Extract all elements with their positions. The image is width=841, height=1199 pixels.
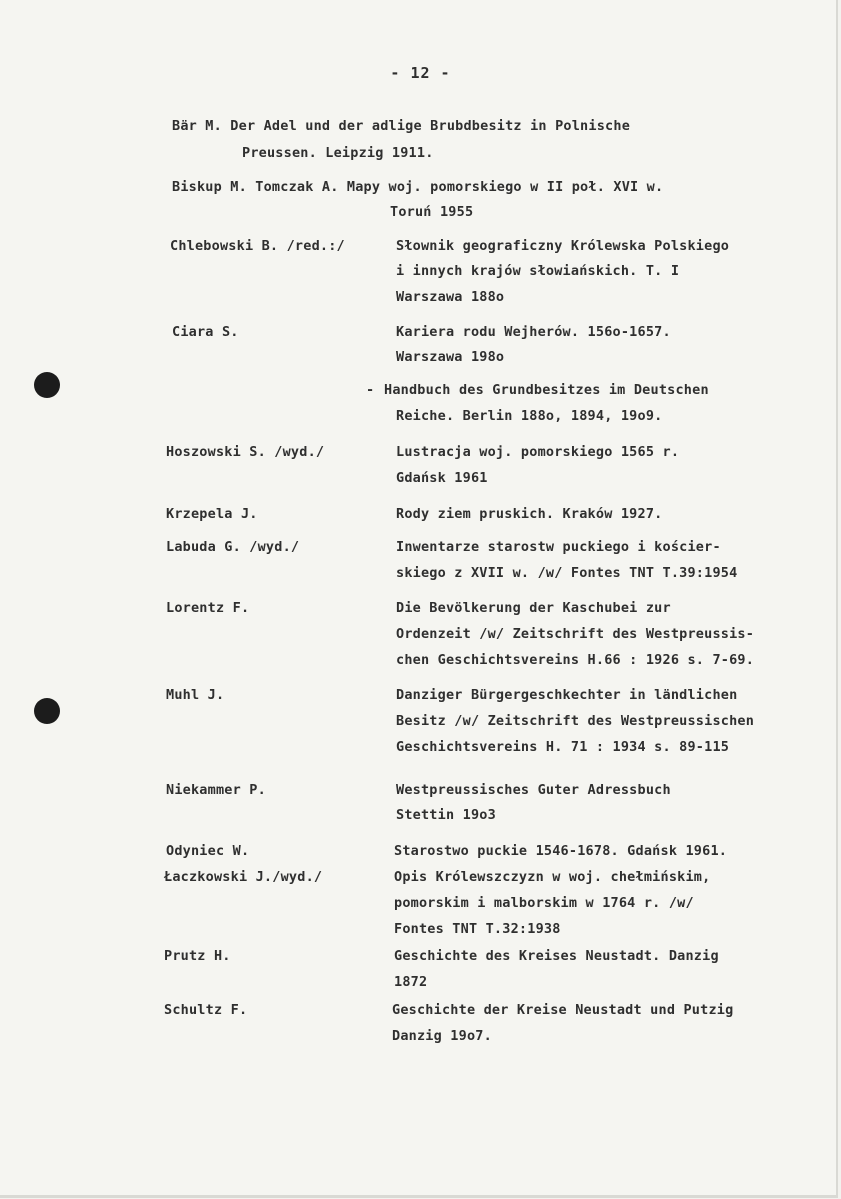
- entry-author: Ciara S.: [172, 324, 239, 340]
- entry-text: Stettin 19o3: [396, 807, 496, 823]
- entry-text: Warszawa 188o: [396, 289, 505, 305]
- entry-author: Schultz F.: [164, 1002, 248, 1018]
- entry-text: Besitz /w/ Zeitschrift des Westpreussischen: [396, 713, 755, 729]
- entry-author: -: [366, 382, 375, 398]
- entry-author: Łaczkowski J./wyd./: [164, 869, 323, 885]
- entry-text: Słownik geograficzny Królewska Polskiego: [396, 238, 730, 254]
- page-number: - 12 -: [390, 64, 451, 82]
- entry-text: Toruń 1955: [390, 204, 474, 220]
- entry-author: Chlebowski B. /red.:/: [170, 238, 345, 254]
- entry-text: chen Geschichtsvereins H.66 : 1926 s. 7-69.: [396, 652, 755, 668]
- entry-text: Preussen. Leipzig 1911.: [242, 145, 434, 161]
- entry-text: Geschichtsvereins H. 71 : 1934 s. 89-115: [396, 739, 730, 755]
- entry-text: Gdańsk 1961: [396, 470, 488, 486]
- entry-author: Odyniec W.: [166, 843, 250, 859]
- entry-text: Reiche. Berlin 188o, 1894, 19o9.: [396, 408, 663, 424]
- entry-text: Rody ziem pruskich. Kraków 1927.: [396, 506, 663, 522]
- entry-text: Warszawa 198o: [396, 349, 505, 365]
- entry-author: Biskup M. Tomczak A. Mapy woj. pomorskiego w II poł. XVI w.: [172, 179, 664, 195]
- entry-text: Handbuch des Grundbesitzes im Deutschen: [384, 382, 709, 398]
- entry-text: Danzig 19o7.: [392, 1028, 492, 1044]
- entry-text: i innych krajów słowiańskich. T. I: [396, 263, 680, 279]
- entry-text: Ordenzeit /w/ Zeitschrift des Westpreussis-: [396, 626, 755, 642]
- entry-author: Bär M. Der Adel und der adlige Brubdbesitz in Polnische: [172, 118, 631, 134]
- entry-author: Muhl J.: [166, 687, 225, 703]
- entry-text: Starostwo puckie 1546-1678. Gdańsk 1961.: [394, 843, 728, 859]
- entry-text: Opis Królewszczyzn w woj. chełmińskim,: [394, 869, 711, 885]
- entry-text: 1872: [394, 974, 428, 990]
- entry-text: Westpreussisches Guter Adressbuch: [396, 782, 671, 798]
- entry-text: Die Bevölkerung der Kaschubei zur: [396, 600, 671, 616]
- entry-text: Inwentarze starostw puckiego i kościer-: [396, 539, 721, 555]
- entry-author: Lorentz F.: [166, 600, 250, 616]
- entry-author: Krzepela J.: [166, 506, 258, 522]
- entry-text: skiego z XVII w. /w/ Fontes TNT T.39:1954: [396, 565, 738, 581]
- entry-text: Lustracja woj. pomorskiego 1565 r.: [396, 444, 680, 460]
- entry-author: Niekammer P.: [166, 782, 266, 798]
- entry-text: Fontes TNT T.32:1938: [394, 921, 561, 937]
- entry-author: Prutz H.: [164, 948, 231, 964]
- punch-hole-bottom: [34, 698, 60, 724]
- entry-text: Danziger Bürgergeschkechter in ländlichen: [396, 687, 738, 703]
- entry-text: Geschichte der Kreise Neustadt und Putzig: [392, 1002, 734, 1018]
- entry-author: Hoszowski S. /wyd./: [166, 444, 325, 460]
- entry-text: Kariera rodu Wejherów. 156o-1657.: [396, 324, 671, 340]
- entry-author: Labuda G. /wyd./: [166, 539, 300, 555]
- punch-hole-top: [34, 372, 60, 398]
- entry-text: Geschichte des Kreises Neustadt. Danzig: [394, 948, 719, 964]
- entry-text: pomorskim i malborskim w 1764 r. /w/: [394, 895, 694, 911]
